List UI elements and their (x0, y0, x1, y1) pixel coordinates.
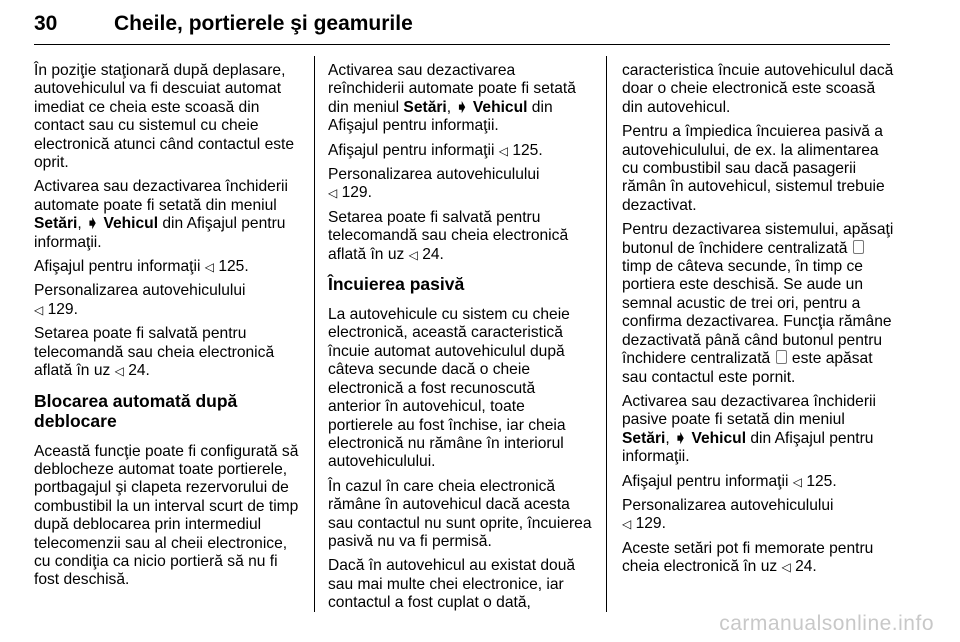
cross-reference: Personalizarea autovehiculului ◁ 129. (34, 282, 246, 318)
paragraph: În poziţie staţionară după deplasare, autovehiculul va fi descuiat automat imediat ce cheia este scoasă din contact sau cu sistemul cu cheie electronică atunci când contactul este oprit. (34, 62, 295, 172)
section-heading: Încuierea pasivă (328, 274, 465, 295)
cross-reference: Personalizarea autovehiculului ◁ 129. (622, 496, 834, 533)
column-divider (314, 56, 315, 612)
reference-arrow-icon: ◁ (34, 302, 44, 317)
cross-reference: Afişajul pentru informaţii ◁ 125. (328, 141, 543, 159)
reference-arrow-icon: ◁ (781, 560, 791, 575)
paragraph: Setarea poate fi salvată pentru telecomandă sau cheia electronică aflată în uz ◁ 24. (34, 325, 275, 380)
page-header (34, 4, 890, 45)
page-number: 30 (34, 12, 58, 35)
page-title: Cheile, portierele şi geamurile (114, 12, 413, 35)
central-lock-icon (853, 240, 864, 254)
reference-arrow-icon: ◁ (204, 260, 214, 275)
paragraph: Setarea poate fi salvată pentru telecomandă sau cheia electronică aflată în uz ◁ 24. (328, 208, 569, 263)
paragraph: Pentru dezactivarea sistemului, apăsaţi butonul de închidere centralizată timp de câteva secunde, în timp ce portiera este deschisă. Se aude un semnal acustic de trei ori, pentru a confirma dezactivarea. Funcţia rămâne dezactivată până când butonul pentru închidere centralizată este apăsat sau contactul este pornit. (622, 221, 894, 386)
reference-arrow-icon: ◁ (328, 186, 338, 201)
menu-arrow-icon: ➧ (674, 429, 688, 447)
menu-vehicle: Vehicul (472, 98, 528, 116)
reference-arrow-icon: ◁ (114, 364, 124, 379)
reference-arrow-icon: ◁ (622, 517, 632, 532)
menu-arrow-icon: ➧ (86, 215, 100, 233)
paragraph: Activarea sau dezactivarea închiderii pasive poate fi setată din meniul Setări, ➧ Vehicul din Afişajul pentru informaţii. (622, 392, 876, 466)
paragraph: Activarea sau dezactivarea închiderii automate poate fi setată din meniul Setări, ➧ Vehicul din Afişajul pentru informaţii. (34, 178, 288, 251)
paragraph: La autovehicule cu sistem cu cheie electronică, această caracteristică încuie automat autovehiculul după câteva secunde dacă o cheie electronică a fost recunoscută anterior în autovehicul, toate portierele au fost închise, iar cheia electronică nu rămâne în interiorul autovehiculului. (328, 306, 570, 471)
paragraph: Această funcţie poate fi configurată să deblocheze automat toate portierele, portbagajul şi clapeta rezervorului de combustibil la un interval scurt de timp după deblocarea prin intermediul telecomenzii sau al cheii electronice, cu condiţia ca nicio portieră să nu fi fost deschisă. (34, 442, 299, 589)
cross-reference: Afişajul pentru informaţii ◁ 125. (622, 472, 837, 490)
column-2 (328, 62, 592, 619)
reference-arrow-icon: ◁ (408, 247, 418, 262)
menu-settings: Setări (622, 429, 666, 447)
column-1 (34, 62, 306, 596)
paragraph: Pentru a împiedica încuierea pasivă a autovehiculului, de ex. la alimentarea cu combustibil sau dacă pasagerii rămân în autovehicul, sistemul trebuie dezactivat. (622, 123, 885, 214)
column-3 (622, 62, 894, 583)
paragraph: În cazul în care cheia electronică rămâne în autovehicul dacă acesta sau contactul nu sunt oprite, încuierea pasivă nu va fi permisă. (328, 477, 592, 550)
reference-arrow-icon: ◁ (498, 143, 508, 158)
paragraph: Aceste setări pot fi memorate pentru cheia electronică în uz ◁ 24. (622, 539, 874, 576)
watermark: carmanualsonline.info (719, 612, 934, 635)
menu-settings: Setări (403, 98, 447, 116)
paragraph: caracteristica încuie autovehiculul dacă doar o cheie electronică este scoasă din autovehicul. (622, 62, 894, 116)
cross-reference: Afişajul pentru informaţii ◁ 125. (34, 258, 249, 276)
menu-arrow-icon: ➧ (455, 98, 469, 116)
menu-settings: Setări (34, 215, 78, 233)
paragraph: Dacă în autovehicul au existat două sau mai multe chei electronice, iar contactul a fost cuplat o dată, (328, 557, 576, 612)
menu-vehicle: Vehicul (103, 215, 159, 233)
menu-vehicle: Vehicul (691, 429, 747, 447)
central-lock-icon (776, 350, 787, 364)
column-divider (606, 56, 607, 612)
cross-reference: Personalizarea autovehiculului ◁ 129. (328, 166, 540, 202)
section-heading: Blocarea automată după deblocare (34, 390, 238, 431)
reference-arrow-icon: ◁ (792, 474, 802, 489)
paragraph: Activarea sau dezactivarea reînchiderii automate poate fi setată din meniul Setări, ➧ Vehicul din Afişajul pentru informaţii. (328, 62, 576, 135)
